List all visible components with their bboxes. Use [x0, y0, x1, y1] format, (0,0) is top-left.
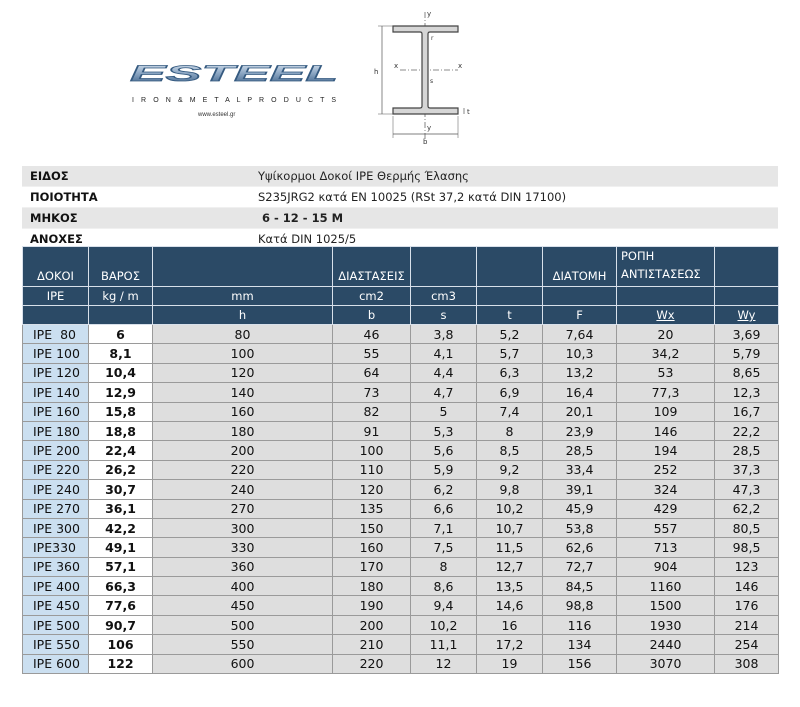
table-cell: 3070	[617, 654, 715, 673]
table-cell: 10,2	[477, 499, 543, 518]
table-cell: 16	[477, 615, 543, 634]
weight-cell: 36,1	[89, 499, 153, 518]
table-cell: 1160	[617, 577, 715, 596]
table-row	[23, 363, 779, 382]
weight-cell: 57,1	[89, 557, 153, 576]
table-row	[23, 577, 779, 596]
profile-cell: IPE 360	[23, 557, 89, 576]
profile-cell: IPE 200	[23, 441, 89, 460]
table-cell: 6,3	[477, 363, 543, 382]
header-cell: ΔΙΑΤΟΜΗ	[543, 247, 617, 287]
table-cell: 23,9	[543, 421, 617, 440]
table-cell: 46	[333, 325, 411, 344]
table-row	[23, 538, 779, 557]
header-cell: IPE	[23, 287, 89, 306]
table-cell: 3,69	[715, 325, 779, 344]
header-cell	[543, 287, 617, 306]
table-cell: 17,2	[477, 635, 543, 654]
spec-row-quality	[22, 187, 778, 208]
header-cell	[477, 287, 543, 306]
table-cell: 500	[153, 615, 333, 634]
header-cell: cm2	[333, 287, 411, 306]
table-row	[23, 499, 779, 518]
header-cell	[153, 247, 333, 287]
table-cell: 116	[543, 615, 617, 634]
table-cell: 324	[617, 480, 715, 499]
table-cell: 220	[153, 460, 333, 479]
profile-cell: IPE 550	[23, 635, 89, 654]
table-cell: 200	[153, 441, 333, 460]
table-cell: 5,3	[411, 421, 477, 440]
table-cell: 360	[153, 557, 333, 576]
header-row-2	[23, 287, 779, 306]
table-cell: 53,8	[543, 518, 617, 537]
table-cell: 5,6	[411, 441, 477, 460]
header-cell: h	[153, 306, 333, 325]
table-cell: 80,5	[715, 518, 779, 537]
table-cell: 73	[333, 383, 411, 402]
table-cell: 11,5	[477, 538, 543, 557]
header-cell	[23, 306, 89, 325]
table-cell: 22,2	[715, 421, 779, 440]
weight-cell: 77,6	[89, 596, 153, 615]
logo-brand: ESTEEL	[130, 61, 338, 86]
table-cell: 5,79	[715, 344, 779, 363]
profile-cell: IPE 80	[23, 325, 89, 344]
table-cell: 80	[153, 325, 333, 344]
table-cell: 72,7	[543, 557, 617, 576]
header-cell: ΡΟΠΗ ΑΝΤΙΣΤΑΣΕΩΣ	[617, 247, 715, 287]
table-cell: 6,9	[477, 383, 543, 402]
table-cell: 600	[153, 654, 333, 673]
ipe-table-body	[23, 325, 779, 674]
table-cell: 240	[153, 480, 333, 499]
weight-cell: 18,8	[89, 421, 153, 440]
table-cell: 210	[333, 635, 411, 654]
table-cell: 6,2	[411, 480, 477, 499]
table-row	[23, 402, 779, 421]
product-spec-table	[22, 166, 778, 250]
table-cell: 16,4	[543, 383, 617, 402]
table-cell: 429	[617, 499, 715, 518]
table-cell: 904	[617, 557, 715, 576]
profile-cell: IPE 600	[23, 654, 89, 673]
table-cell: 10,2	[411, 615, 477, 634]
table-cell: 12,3	[715, 383, 779, 402]
table-cell: 214	[715, 615, 779, 634]
profile-cell: IPE 240	[23, 480, 89, 499]
spec-key: ΠΟΙΟΤΗΤΑ	[22, 187, 250, 208]
header-cell	[715, 287, 779, 306]
table-cell: 7,64	[543, 325, 617, 344]
table-cell: 7,4	[477, 402, 543, 421]
table-cell: 150	[333, 518, 411, 537]
table-cell: 8,5	[477, 441, 543, 460]
table-cell: 45,9	[543, 499, 617, 518]
table-cell: 450	[153, 596, 333, 615]
table-cell: 252	[617, 460, 715, 479]
header-cell	[617, 287, 715, 306]
table-cell: 109	[617, 402, 715, 421]
header-row-1	[23, 247, 779, 287]
table-cell: 34,2	[617, 344, 715, 363]
table-cell: 12,7	[477, 557, 543, 576]
table-cell: 1930	[617, 615, 715, 634]
table-cell: 5,2	[477, 325, 543, 344]
weight-cell: 8,1	[89, 344, 153, 363]
header-cell: Wy	[715, 306, 779, 325]
profile-cell: IPE 100	[23, 344, 89, 363]
header-cell: Wx	[617, 306, 715, 325]
esteel-logo	[128, 60, 348, 122]
spec-value: Υψίκορμοι Δοκοί IPE Θερμής Έλασης	[250, 166, 778, 187]
table-cell: 98,8	[543, 596, 617, 615]
logo-tagline: I R O N & M E T A L P R O D U C T S	[132, 97, 336, 104]
table-cell: 20	[617, 325, 715, 344]
table-row	[23, 596, 779, 615]
table-cell: 84,5	[543, 577, 617, 596]
profile-cell: IPE 400	[23, 577, 89, 596]
table-cell: 8,6	[411, 577, 477, 596]
table-cell: 4,4	[411, 363, 477, 382]
spec-value: Κατά DIN 1025/5	[250, 229, 778, 250]
table-cell: 13,2	[543, 363, 617, 382]
diagram-width-label: b	[423, 138, 428, 146]
table-cell: 62,6	[543, 538, 617, 557]
header-cell	[715, 247, 779, 287]
table-cell: 100	[153, 344, 333, 363]
table-cell: 5,9	[411, 460, 477, 479]
table-cell: 82	[333, 402, 411, 421]
weight-cell: 66,3	[89, 577, 153, 596]
diagram-y-top: y	[427, 10, 432, 18]
weight-cell: 10,4	[89, 363, 153, 382]
table-cell: 13,5	[477, 577, 543, 596]
table-cell: 156	[543, 654, 617, 673]
ibeam-cross-section-diagram	[368, 8, 480, 148]
table-cell: 110	[333, 460, 411, 479]
table-cell: 55	[333, 344, 411, 363]
table-cell: 98,5	[715, 538, 779, 557]
table-cell: 123	[715, 557, 779, 576]
table-cell: 47,3	[715, 480, 779, 499]
table-cell: 8	[477, 421, 543, 440]
weight-cell: 122	[89, 654, 153, 673]
table-cell: 220	[333, 654, 411, 673]
diagram-x-left: x	[394, 62, 399, 70]
header-cell: kg / m	[89, 287, 153, 306]
header-cell: ΒΑΡΟΣ	[89, 247, 153, 287]
table-cell: 16,7	[715, 402, 779, 421]
header-cell: mm	[153, 287, 333, 306]
table-cell: 7,1	[411, 518, 477, 537]
profile-cell: IPE 220	[23, 460, 89, 479]
table-cell: 180	[153, 421, 333, 440]
table-row	[23, 480, 779, 499]
header-cell: cm3	[411, 287, 477, 306]
spec-value: 6 - 12 - 15 M	[250, 208, 778, 229]
table-cell: 37,3	[715, 460, 779, 479]
table-cell: 140	[153, 383, 333, 402]
table-row	[23, 325, 779, 344]
header-cell: s	[411, 306, 477, 325]
table-cell: 5,7	[477, 344, 543, 363]
profile-cell: IPE 450	[23, 596, 89, 615]
diagram-radius-label: r	[431, 35, 434, 42]
weight-cell: 26,2	[89, 460, 153, 479]
header-cell	[477, 247, 543, 287]
profile-cell: IPE 300	[23, 518, 89, 537]
table-cell: 11,1	[411, 635, 477, 654]
table-cell: 550	[153, 635, 333, 654]
table-cell: 28,5	[715, 441, 779, 460]
table-row	[23, 344, 779, 363]
table-cell: 1500	[617, 596, 715, 615]
table-cell: 91	[333, 421, 411, 440]
table-cell: 400	[153, 577, 333, 596]
table-cell: 33,4	[543, 460, 617, 479]
profile-cell: IPE 160	[23, 402, 89, 421]
table-cell: 135	[333, 499, 411, 518]
table-cell: 14,6	[477, 596, 543, 615]
table-cell: 270	[153, 499, 333, 518]
diagram-web-label: s	[430, 78, 434, 85]
weight-cell: 30,7	[89, 480, 153, 499]
profile-cell: IPE 120	[23, 363, 89, 382]
table-cell: 557	[617, 518, 715, 537]
diagram-y-bottom: y	[427, 124, 432, 132]
weight-cell: 6	[89, 325, 153, 344]
table-cell: 20,1	[543, 402, 617, 421]
table-cell: 200	[333, 615, 411, 634]
logo-website: www.esteel.gr	[198, 112, 236, 118]
table-cell: 146	[617, 421, 715, 440]
table-cell: 9,2	[477, 460, 543, 479]
table-cell: 190	[333, 596, 411, 615]
profile-cell: IPE 180	[23, 421, 89, 440]
table-cell: 308	[715, 654, 779, 673]
table-cell: 134	[543, 635, 617, 654]
table-cell: 4,7	[411, 383, 477, 402]
weight-cell: 12,9	[89, 383, 153, 402]
table-cell: 194	[617, 441, 715, 460]
table-cell: 10,7	[477, 518, 543, 537]
table-cell: 8	[411, 557, 477, 576]
table-cell: 4,1	[411, 344, 477, 363]
profile-cell: IPE 270	[23, 499, 89, 518]
weight-cell: 42,2	[89, 518, 153, 537]
diagram-height-label: h	[374, 68, 379, 76]
table-cell: 8,65	[715, 363, 779, 382]
table-cell: 10,3	[543, 344, 617, 363]
table-cell: 9,8	[477, 480, 543, 499]
table-cell: 9,4	[411, 596, 477, 615]
table-cell: 100	[333, 441, 411, 460]
weight-cell: 49,1	[89, 538, 153, 557]
table-cell: 146	[715, 577, 779, 596]
spec-key: ΑΝΟΧΕΣ	[22, 229, 250, 250]
table-cell: 180	[333, 577, 411, 596]
weight-cell: 15,8	[89, 402, 153, 421]
spec-row-length	[22, 208, 778, 229]
ipe-beam-table	[22, 246, 779, 674]
header-cell: ΔΙΑΣΤΑΣΕΙΣ	[333, 247, 411, 287]
table-cell: 176	[715, 596, 779, 615]
table-cell: 160	[153, 402, 333, 421]
header-cell	[411, 247, 477, 287]
profile-cell: IPE 500	[23, 615, 89, 634]
table-cell: 39,1	[543, 480, 617, 499]
table-cell: 120	[153, 363, 333, 382]
spec-row-type	[22, 166, 778, 187]
table-cell: 5	[411, 402, 477, 421]
table-row	[23, 383, 779, 402]
table-cell: 3,8	[411, 325, 477, 344]
header-row-3	[23, 306, 779, 325]
table-cell: 7,5	[411, 538, 477, 557]
table-cell: 19	[477, 654, 543, 673]
header-cell: t	[477, 306, 543, 325]
header-cell: ΔΟΚΟΙ	[23, 247, 89, 287]
weight-cell: 106	[89, 635, 153, 654]
table-row	[23, 460, 779, 479]
table-row	[23, 518, 779, 537]
table-cell: 160	[333, 538, 411, 557]
table-cell: 77,3	[617, 383, 715, 402]
header-cell	[89, 306, 153, 325]
table-cell: 120	[333, 480, 411, 499]
table-cell: 2440	[617, 635, 715, 654]
spec-value: S235JRG2 κατά EN 10025 (RSt 37,2 κατά DIN 17100)	[250, 187, 778, 208]
table-cell: 330	[153, 538, 333, 557]
table-cell: 254	[715, 635, 779, 654]
weight-cell: 22,4	[89, 441, 153, 460]
table-cell: 12	[411, 654, 477, 673]
table-cell: 62,2	[715, 499, 779, 518]
table-row	[23, 421, 779, 440]
table-row	[23, 635, 779, 654]
profile-cell: IPE 140	[23, 383, 89, 402]
weight-cell: 90,7	[89, 615, 153, 634]
table-row	[23, 615, 779, 634]
table-row	[23, 557, 779, 576]
table-cell: 6,6	[411, 499, 477, 518]
header-cell: b	[333, 306, 411, 325]
table-cell: 300	[153, 518, 333, 537]
table-cell: 53	[617, 363, 715, 382]
table-row	[23, 441, 779, 460]
spec-key: ΜΗΚΟΣ	[22, 208, 250, 229]
diagram-flange-label: t	[467, 108, 470, 116]
spec-key: ΕΙΔΟΣ	[22, 166, 250, 187]
diagram-x-right: x	[458, 62, 463, 70]
table-cell: 170	[333, 557, 411, 576]
header-cell: F	[543, 306, 617, 325]
table-cell: 713	[617, 538, 715, 557]
table-cell: 28,5	[543, 441, 617, 460]
table-cell: 64	[333, 363, 411, 382]
profile-cell: IPE330	[23, 538, 89, 557]
table-row	[23, 654, 779, 673]
